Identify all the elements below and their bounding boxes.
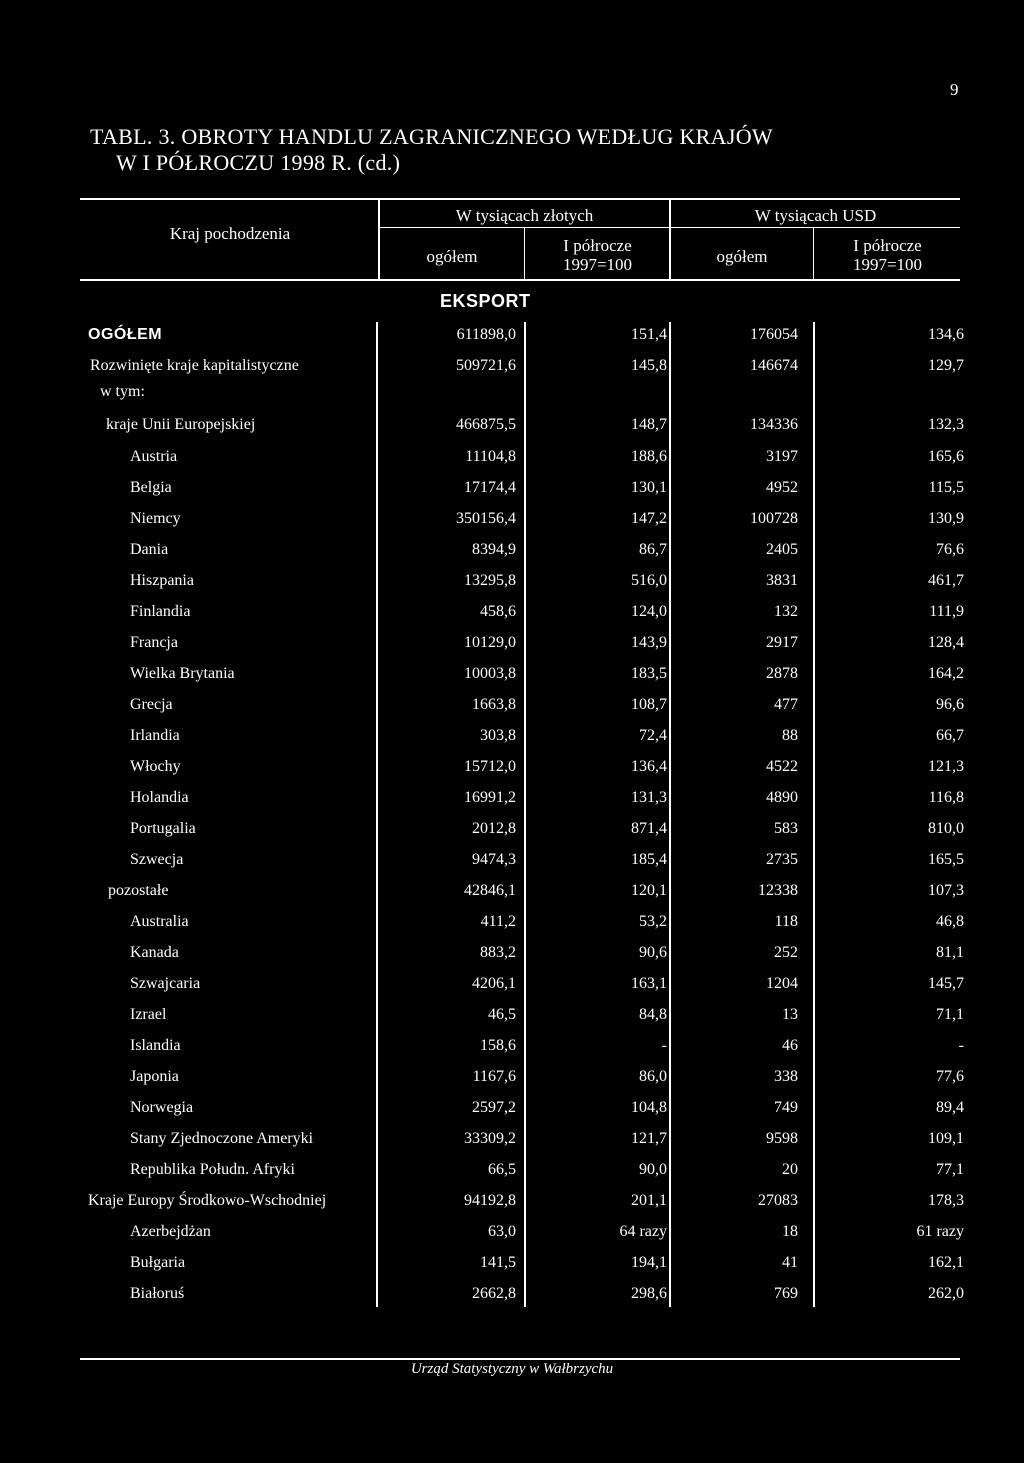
cell-usd-total: 769 [774, 1285, 798, 1302]
cell-pln-total: 15712,0 [464, 758, 516, 775]
cell-usd-index: 145,7 [928, 975, 964, 992]
cell-usd-total: 3197 [766, 448, 798, 465]
cell-pln-index: 72,4 [639, 727, 667, 744]
cell-pln-index: 163,1 [631, 975, 667, 992]
cell-usd-index: 76,6 [936, 541, 964, 558]
header-divider-2 [524, 228, 525, 279]
cell-usd-total: 3831 [766, 572, 798, 589]
cell-pln-index: 90,0 [639, 1161, 667, 1178]
cell-pln-total: 4206,1 [472, 975, 516, 992]
cell-usd-total: 18 [782, 1223, 798, 1240]
table-row [0, 1192, 1024, 1220]
cell-pln-total: 883,2 [480, 944, 516, 961]
table-row [0, 634, 1024, 662]
cell-usd-index: 121,3 [928, 758, 964, 775]
cell-pln-index: 185,4 [631, 851, 667, 868]
cell-usd-index: 71,1 [936, 1006, 964, 1023]
cell-pln-index: 188,6 [631, 448, 667, 465]
cell-pln-total: 16991,2 [464, 789, 516, 806]
cell-pln-total: 350156,4 [456, 510, 516, 527]
cell-pln-index: 90,6 [639, 944, 667, 961]
row-label: Holandia [130, 789, 189, 806]
cell-pln-index: 53,2 [639, 913, 667, 930]
cell-pln-total: 9474,3 [472, 851, 516, 868]
header-pln-total: ogółem [426, 247, 478, 266]
row-label: Niemcy [130, 510, 181, 527]
table-row [0, 758, 1024, 786]
cell-usd-index: 165,5 [928, 851, 964, 868]
row-label: Szwajcaria [130, 975, 201, 992]
cell-usd-total: 41 [782, 1254, 798, 1271]
cell-usd-index: 134,6 [928, 326, 964, 343]
cell-pln-index: 148,7 [631, 416, 667, 433]
row-label: Japonia [130, 1068, 179, 1085]
cell-pln-total: 303,8 [480, 727, 516, 744]
cell-usd-index: 810,0 [928, 820, 964, 837]
cell-usd-total: 2735 [766, 851, 798, 868]
header-bottom-rule [80, 279, 960, 281]
cell-usd-total: 2878 [766, 665, 798, 682]
cell-pln-total: 158,6 [480, 1037, 516, 1054]
table-title-line1: TABL. 3. OBROTY HANDLU ZAGRANICZNEGO WEDŁUG KRAJÓW [90, 124, 773, 149]
table-row [0, 1099, 1024, 1127]
table-row [0, 603, 1024, 631]
cell-pln-index: 64 razy [619, 1223, 667, 1240]
row-label: Bułgaria [130, 1254, 186, 1271]
cell-pln-total: 10003,8 [464, 665, 516, 682]
cell-pln-total: 141,5 [480, 1254, 516, 1271]
row-label: Islandia [130, 1037, 181, 1054]
row-label: kraje Unii Europejskiej [106, 416, 256, 433]
cell-pln-index: 145,8 [631, 357, 667, 374]
cell-usd-index: 66,7 [936, 727, 964, 744]
cell-usd-total: 749 [774, 1099, 798, 1116]
table-row [0, 416, 1024, 444]
table-row [0, 1130, 1024, 1158]
table-row [0, 510, 1024, 538]
table-row [0, 1223, 1024, 1251]
cell-pln-index: 143,9 [631, 634, 667, 651]
table-row [0, 1037, 1024, 1065]
cell-pln-total: 509721,6 [456, 357, 516, 374]
table-row [0, 851, 1024, 879]
header-pln-index-line2: 1997=100 [562, 255, 633, 274]
cell-pln-total: 11104,8 [465, 448, 516, 465]
row-label: pozostałe [108, 882, 169, 899]
cell-pln-index: 121,7 [631, 1130, 667, 1147]
table-title-line2: W I PÓŁROCZU 1998 R. (cd.) [116, 150, 401, 175]
cell-usd-index: 115,5 [928, 479, 964, 496]
cell-usd-total: 477 [774, 696, 798, 713]
cell-usd-total: 4522 [766, 758, 798, 775]
cell-pln-index: 84,8 [639, 1006, 667, 1023]
cell-pln-index: 130,1 [631, 479, 667, 496]
cell-usd-total: 118 [774, 913, 798, 930]
cell-usd-index: 165,6 [928, 448, 964, 465]
table-row [0, 789, 1024, 817]
cell-pln-index: 86,0 [639, 1068, 667, 1085]
cell-pln-total: 13295,8 [464, 572, 516, 589]
cell-pln-index: 136,4 [631, 758, 667, 775]
cell-pln-total: 1663,8 [472, 696, 516, 713]
cell-usd-index: 77,1 [936, 1161, 964, 1178]
cell-usd-index: 164,2 [928, 665, 964, 682]
cell-usd-index: 262,0 [928, 1285, 964, 1302]
table-row [0, 944, 1024, 972]
cell-usd-index: 96,6 [936, 696, 964, 713]
cell-pln-total: 611898,0 [456, 326, 516, 343]
row-label: Belgia [130, 479, 172, 496]
cell-pln-index: 298,6 [631, 1285, 667, 1302]
cell-usd-index: 128,4 [928, 634, 964, 651]
table-row [0, 541, 1024, 569]
header-pln-index-line1: I półrocze [563, 236, 632, 255]
cell-pln-index: 131,3 [631, 789, 667, 806]
table-row [0, 448, 1024, 476]
cell-usd-total: 2917 [766, 634, 798, 651]
cell-usd-index: 81,1 [936, 944, 964, 961]
cell-usd-index: 107,3 [928, 882, 964, 899]
cell-pln-index: 104,8 [631, 1099, 667, 1116]
cell-usd-index: 109,1 [928, 1130, 964, 1147]
row-label: w tym: [100, 383, 145, 400]
footer-rule [80, 1358, 960, 1360]
page-number: 9 [950, 80, 959, 99]
cell-usd-total: 20 [782, 1161, 798, 1178]
row-label: Portugalia [130, 820, 196, 837]
table-row [0, 727, 1024, 755]
row-label: Białoruś [130, 1285, 185, 1302]
cell-usd-index: 46,8 [936, 913, 964, 930]
cell-usd-index: 129,7 [928, 357, 964, 374]
row-label: Kraje Europy Środkowo-Wschodniej [88, 1192, 327, 1209]
table-row [0, 1254, 1024, 1282]
header-top-rule [80, 198, 960, 200]
cell-usd-total: 27083 [758, 1192, 798, 1209]
cell-usd-total: 146674 [750, 357, 798, 374]
cell-pln-index: 151,4 [631, 326, 667, 343]
row-label: OGÓŁEM [88, 326, 163, 343]
row-label: Szwecja [130, 851, 184, 868]
table-row [0, 1068, 1024, 1096]
cell-usd-total: 2405 [766, 541, 798, 558]
cell-pln-total: 17174,4 [464, 479, 516, 496]
cell-usd-total: 88 [782, 727, 798, 744]
row-label: Wielka Brytania [130, 665, 235, 682]
row-label: Stany Zjednoczone Ameryki [130, 1130, 314, 1147]
cell-pln-total: 33309,2 [464, 1130, 516, 1147]
cell-pln-total: 466875,5 [456, 416, 516, 433]
row-label: Kanada [130, 944, 179, 961]
cell-pln-index: 124,0 [631, 603, 667, 620]
cell-pln-total: 1167,6 [472, 1068, 516, 1085]
cell-pln-index: 147,2 [631, 510, 667, 527]
cell-pln-total: 2662,8 [472, 1285, 516, 1302]
table-row [0, 882, 1024, 910]
header-usd-total: ogółem [716, 247, 768, 266]
table-row [0, 975, 1024, 1003]
header-pln-index [526, 236, 669, 274]
cell-usd-total: 12338 [758, 882, 798, 899]
cell-usd-total: 4952 [766, 479, 798, 496]
cell-pln-index: 108,7 [631, 696, 667, 713]
table-row [0, 1285, 1024, 1313]
row-label: Norwegia [130, 1099, 194, 1116]
cell-pln-total: 46,5 [488, 1006, 516, 1023]
cell-usd-index: 162,1 [928, 1254, 964, 1271]
cell-pln-total: 94192,8 [464, 1192, 516, 1209]
cell-pln-total: 66,5 [488, 1161, 516, 1178]
cell-pln-index: 516,0 [631, 572, 667, 589]
cell-usd-total: 338 [774, 1068, 798, 1085]
row-label: Grecja [130, 696, 173, 713]
cell-pln-total: 458,6 [480, 603, 516, 620]
cell-usd-total: 46 [782, 1037, 798, 1054]
cell-usd-total: 9598 [766, 1130, 798, 1147]
row-label: Izrael [130, 1006, 167, 1023]
section-title: EKSPORT [440, 291, 531, 311]
cell-pln-total: 63,0 [488, 1223, 516, 1240]
cell-usd-index: 77,6 [936, 1068, 964, 1085]
cell-usd-total: 1204 [766, 975, 798, 992]
table-row [0, 479, 1024, 507]
row-label: Finlandia [130, 603, 191, 620]
table-row [0, 572, 1024, 600]
cell-usd-index: 132,3 [928, 416, 964, 433]
cell-usd-index: 89,4 [936, 1099, 964, 1116]
cell-pln-total: 10129,0 [464, 634, 516, 651]
cell-usd-total: 132 [774, 603, 798, 620]
row-label: Azerbejdżan [130, 1223, 211, 1240]
header-usd-index-line1: I półrocze [853, 236, 922, 255]
table-row [0, 1006, 1024, 1034]
cell-usd-total: 176054 [750, 326, 798, 343]
cell-usd-total: 100728 [750, 510, 798, 527]
cell-pln-index: 194,1 [631, 1254, 667, 1271]
cell-usd-index: 461,7 [928, 572, 964, 589]
cell-pln-index: - [661, 1037, 667, 1054]
row-label: Austria [130, 448, 178, 465]
footer-note: Urząd Statystyczny w Wałbrzychu [410, 1361, 614, 1377]
cell-pln-index: 86,7 [639, 541, 667, 558]
header-divider-4 [813, 228, 814, 279]
row-label: Dania [130, 541, 169, 558]
cell-usd-total: 583 [774, 820, 798, 837]
cell-usd-index: 116,8 [928, 789, 964, 806]
table-row [0, 696, 1024, 724]
cell-pln-total: 2012,8 [472, 820, 516, 837]
header-usd-index-line2: 1997=100 [852, 255, 923, 274]
row-label: Włochy [130, 758, 181, 775]
cell-usd-total: 252 [774, 944, 798, 961]
header-country: Kraj pochodzenia [169, 224, 291, 243]
table-row [0, 357, 1024, 385]
cell-usd-total: 13 [782, 1006, 798, 1023]
cell-pln-total: 8394,9 [472, 541, 516, 558]
cell-usd-index: 111,9 [929, 603, 964, 620]
table-row [0, 665, 1024, 693]
cell-pln-index: 120,1 [631, 882, 667, 899]
cell-pln-index: 871,4 [631, 820, 667, 837]
cell-usd-index: 61 razy [916, 1223, 964, 1240]
row-label: Irlandia [130, 727, 180, 744]
cell-pln-total: 42846,1 [464, 882, 516, 899]
table-row [0, 383, 1024, 411]
cell-usd-total: 4890 [766, 789, 798, 806]
header-usd-index [815, 236, 960, 274]
header-usd-group: W tysiącach USD [754, 206, 877, 225]
row-label: Rozwinięte kraje kapitalistyczne [90, 357, 299, 374]
table-row [0, 326, 1024, 354]
cell-usd-index: 178,3 [928, 1192, 964, 1209]
cell-pln-index: 183,5 [631, 665, 667, 682]
row-label: Republika Połudn. Afryki [130, 1161, 295, 1178]
table-row [0, 1161, 1024, 1189]
cell-pln-total: 2597,2 [472, 1099, 516, 1116]
cell-usd-index: 130,9 [928, 510, 964, 527]
row-label: Australia [130, 913, 189, 930]
table-row [0, 913, 1024, 941]
header-pln-group: W tysiącach złotych [455, 206, 594, 225]
cell-pln-index: 201,1 [631, 1192, 667, 1209]
cell-pln-total: 411,2 [480, 913, 516, 930]
row-label: Francja [130, 634, 178, 651]
table-row [0, 820, 1024, 848]
cell-usd-total: 134336 [750, 416, 798, 433]
cell-usd-index: - [958, 1037, 964, 1054]
row-label: Hiszpania [130, 572, 194, 589]
